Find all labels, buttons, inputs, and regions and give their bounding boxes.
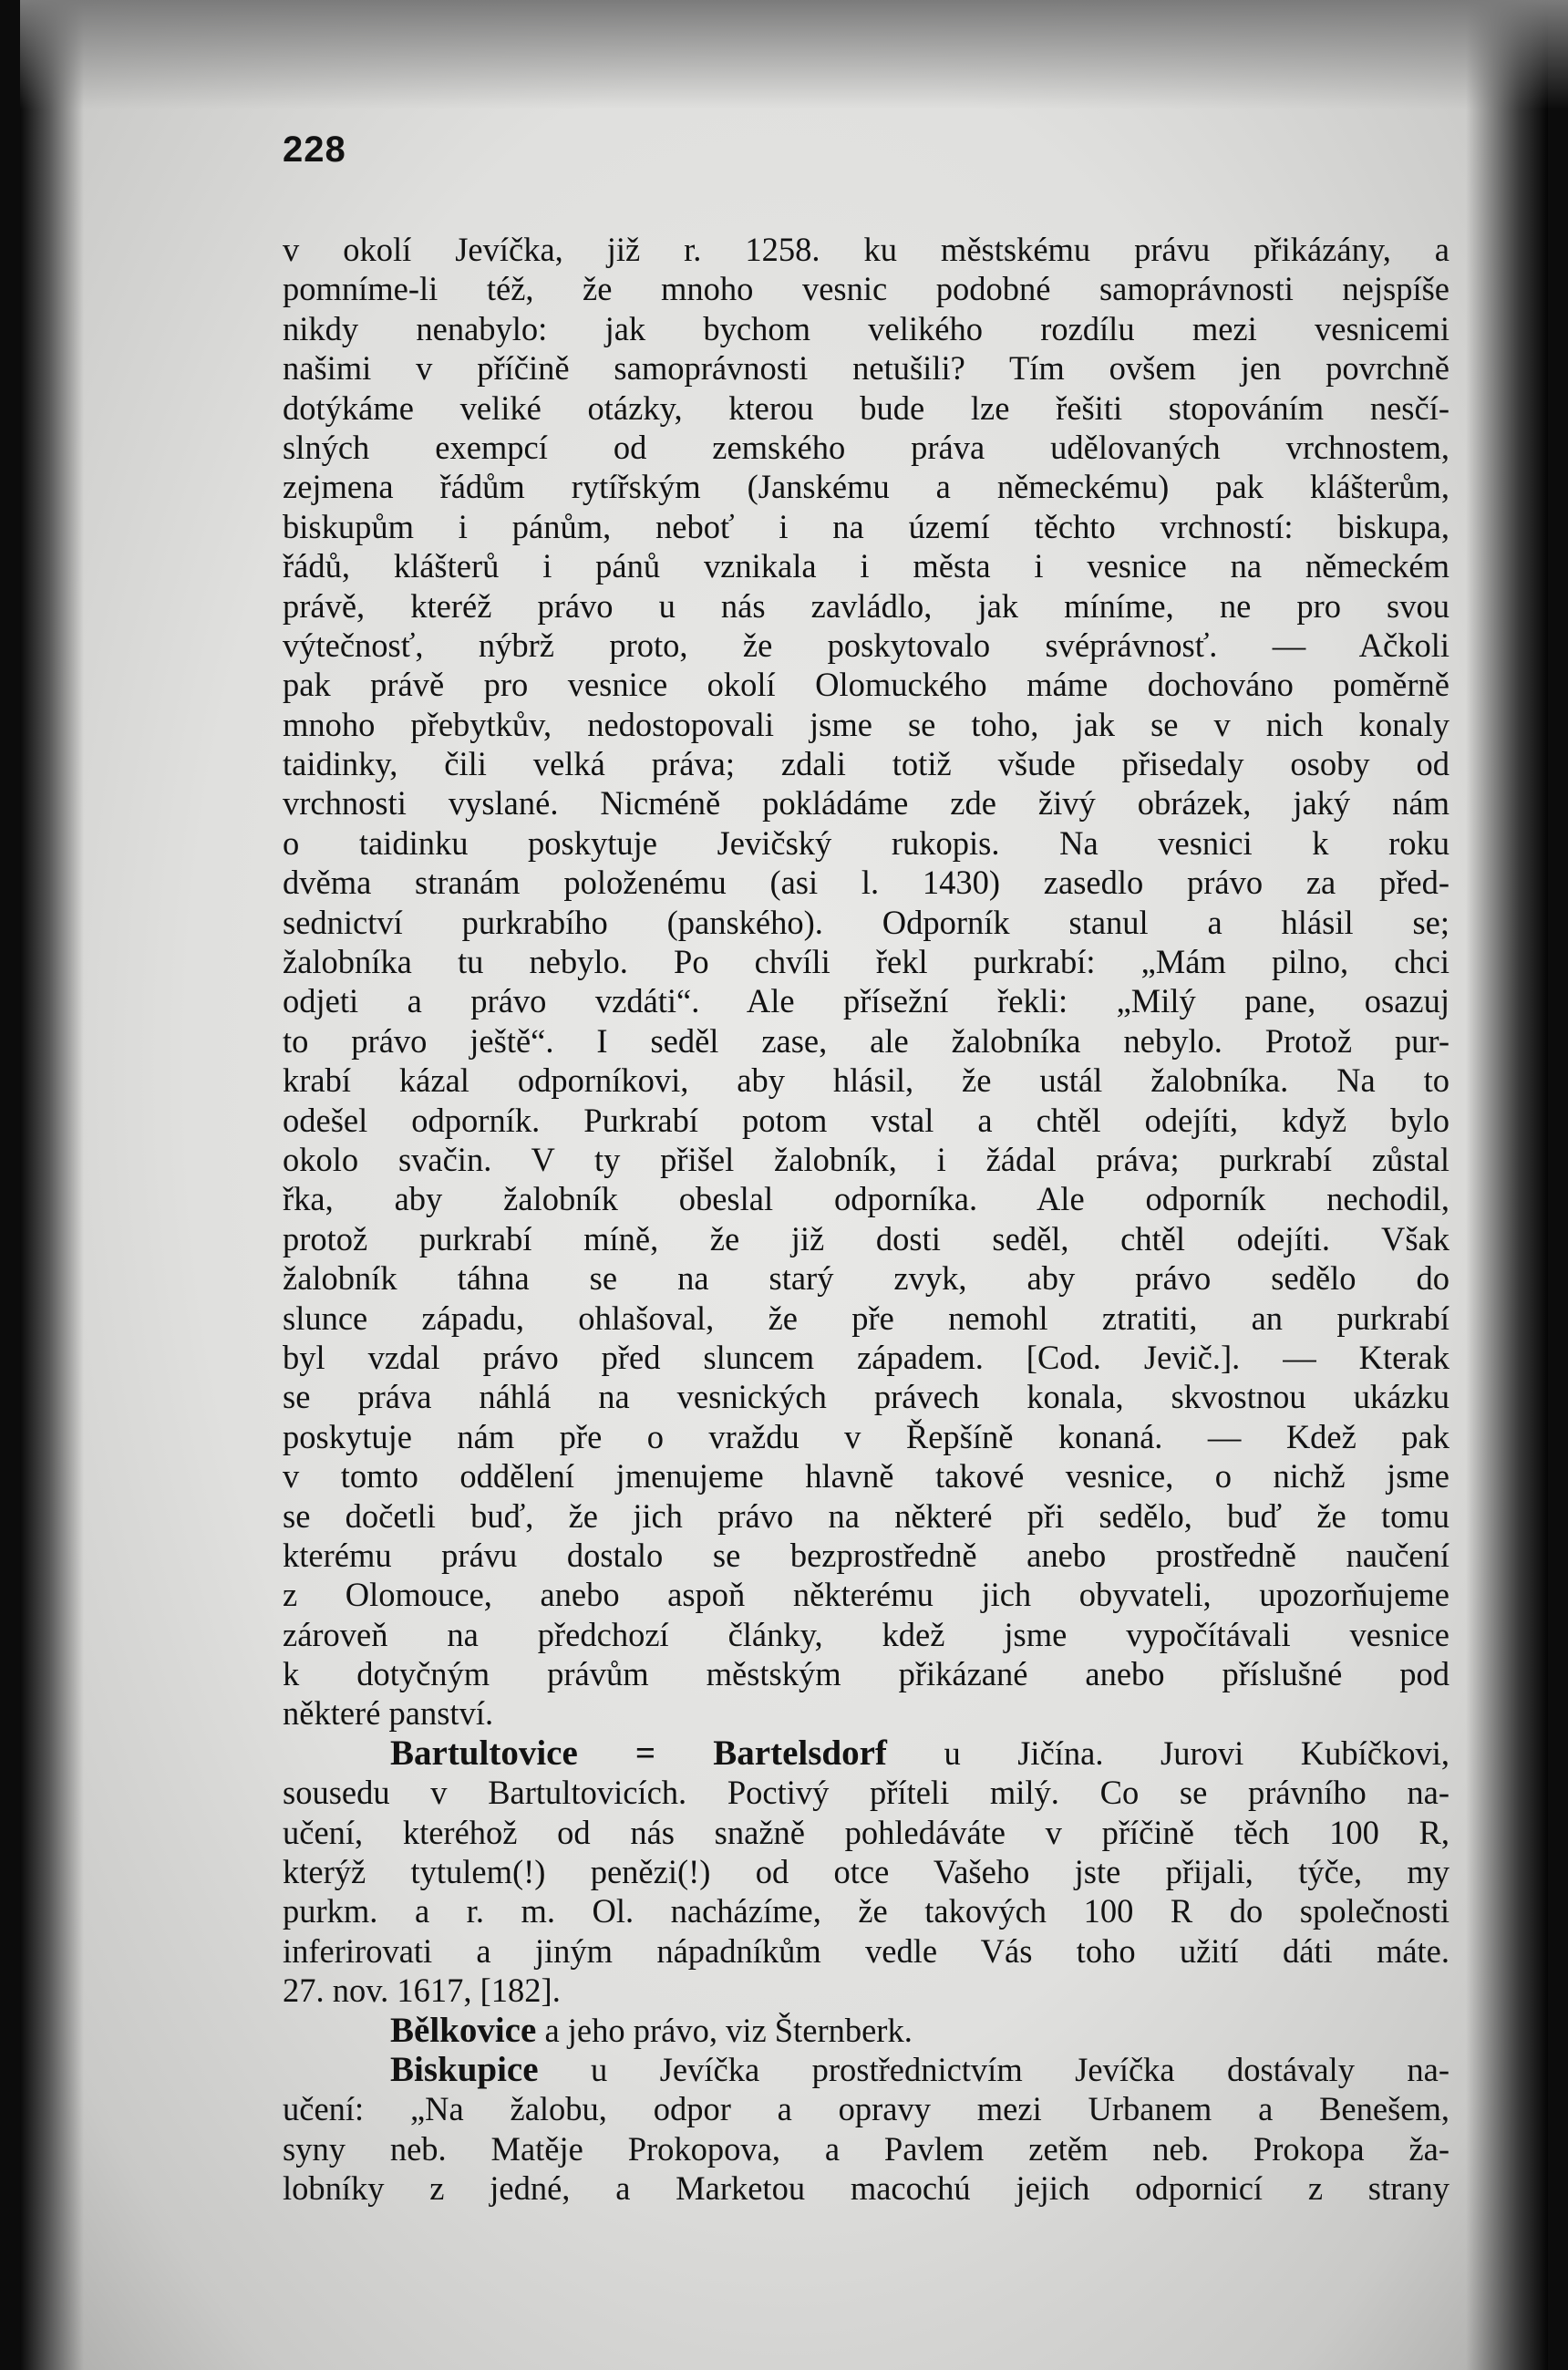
text-line: lobníky z jedné, a Marketou macochú jejich odpornicí z strany — [283, 2169, 1449, 2208]
text-line: zároveň na předchozí články, kdež jsme vypočítávali vesnice — [283, 1615, 1449, 1653]
text-line: žalobník táhna se na starý zvyk, aby právo sedělo do — [283, 1259, 1449, 1298]
text-line: to právo ještě“. I seděl zase, ale žalobníka nebylo. Protož pur- — [283, 1021, 1449, 1060]
text-line: poskytuje nám pře o vraždu v Řepšíně konaná. — Kdež pak — [283, 1417, 1449, 1455]
text-line: učení, kteréhož od nás snažně pohledáváte v příčině těch 100 R, — [283, 1813, 1449, 1851]
text-line: řka, aby žalobník obeslal odporníka. Ale odporník nechodil, — [283, 1180, 1449, 1218]
text-line: v okolí Jevíčka, již r. 1258. ku městskému právu přikázány, a — [283, 231, 1449, 268]
entry-text: u Jičína. Jurovi Kubíčkovi, — [886, 1734, 1449, 1772]
text-line: z Olomouce, anebo aspoň některému jich obyvateli, upozorňujeme — [283, 1576, 1449, 1614]
entry-first-line — [283, 2011, 1449, 2050]
text-line: okolo svačin. V ty přišel žalobník, i žádal práva; purkrabí zůstal — [283, 1140, 1449, 1178]
text-line: učení: „Na žalobu, odpor a opravy mezi Urbanem a Benešem, — [283, 2090, 1449, 2128]
text-line: krabí kázal odporníkovi, aby hlásil, že ustál žalobníka. Na to — [283, 1061, 1449, 1100]
entry-belkovice — [283, 2011, 1449, 2050]
text-line: našimi v příčině samoprávnosti netušili? Tím ovšem jen povrchně — [283, 349, 1449, 388]
text-line: pomníme-li též, že mnoho vesnic podobné samoprávnosti nejspíše — [283, 270, 1449, 308]
entry-heading: Biskupice — [390, 2049, 539, 2089]
binding-shadow — [20, 0, 84, 2370]
text-line: řádů, klášterů i pánů vznikala i města i vesnice na německém — [283, 547, 1449, 585]
entry-heading: Bělkovice — [390, 2010, 537, 2050]
page-content — [283, 128, 1449, 2209]
text-line: biskupům i pánům, neboť i na území těchto vrchností: biskupa, — [283, 507, 1449, 545]
text-line: taidinky, čili velká práva; zdali totiž všude přisedaly osoby od — [283, 745, 1449, 783]
text-line: inferirovati a jiným nápadníkům vedle Vás toho užití dáti máte. — [283, 1931, 1449, 1970]
text-line: sednictví purkrabího (panského). Odporník stanul a hlásil se; — [283, 903, 1449, 941]
text-line: 27. nov. 1617, [182]. — [283, 1972, 561, 2010]
text-line: se práva náhlá na vesnických právech konala, skvostnou ukázku — [283, 1378, 1449, 1416]
text-line: slných exempcí od zemského práva udělovaných vrchnostem, — [283, 428, 1449, 466]
text-line: žalobníka tu nebylo. Po chvíli řekl purkrabí: „Mám pilno, chci — [283, 943, 1449, 981]
text-line: protož purkrabí míně, že již dosti seděl, chtěl odejíti. Však — [283, 1219, 1449, 1257]
text-line: kterýž tytulem(!) penězi(!) od otce Vašeho jste přijali, týče, my — [283, 1853, 1449, 1891]
text-line: mnoho přebytkův, nedostopovali jsme se toho, jak se v nich konaly — [283, 705, 1449, 743]
text-line: odešel odporník. Purkrabí potom vstal a chtěl odejíti, když bylo — [283, 1101, 1449, 1139]
text-line: se dočetli buď, že jich právo na některé při sedělo, buď že tomu — [283, 1496, 1449, 1535]
text-line: kterému právu dostalo se bezprostředně anebo prostředně naučení — [283, 1536, 1449, 1574]
text-line: v tomto oddělení jmenujeme hlavně takové vesnice, o nichž jsme — [283, 1457, 1449, 1495]
text-line: purkm. a r. m. Ol. nacházíme, že takových 100 R do společnosti — [283, 1892, 1449, 1930]
entry-text: a jeho právo, viz Šternberk. — [536, 2011, 913, 2049]
text-line: zejmena řádům rytířským (Janskému a německému) pak klášterům, — [283, 468, 1449, 506]
text-line: některé panství. — [283, 1694, 494, 1733]
entry-biskupice — [283, 2050, 1449, 2209]
text-line: nikdy nenabylo: jak bychom velikého rozdílu mezi vesnicemi — [283, 309, 1449, 347]
text-line: byl vzdal právo před sluncem západem. [Cod. Jevič.]. — Kterak — [283, 1338, 1449, 1376]
entry-first-line — [283, 2050, 1449, 2089]
text-line: slunce západu, ohlašoval, že pře nemohl ztratiti, an purkrabí — [283, 1299, 1449, 1337]
page-edge-shadow — [1466, 0, 1548, 2370]
entry-bartultovice — [283, 1734, 1449, 2011]
text-line: vrchnosti vyslané. Nicméně pokládáme zde živý obrázek, jaký nám — [283, 784, 1449, 823]
text-line: pak právě pro vesnice okolí Olomuckého máme dochováno poměrně — [283, 666, 1449, 704]
text-line: o taidinku poskytuje Jevičský rukopis. Na vesnici k roku — [283, 823, 1449, 862]
body-text — [283, 230, 1449, 1734]
top-shadow — [20, 0, 1568, 109]
text-line: syny neb. Matěje Prokopova, a Pavlem zetěm neb. Prokopa ža- — [283, 2129, 1449, 2168]
text-line: právě, kteréž právo u nás zavládlo, jak míníme, ne pro svou — [283, 586, 1449, 625]
text-line: sousedu v Bartultovicích. Poctivý příteli milý. Co se právního na- — [283, 1774, 1449, 1812]
text-line: dvěma stranám položenému (asi l. 1430) zasedlo právo za před- — [283, 864, 1449, 902]
text-line: dotýkáme veliké otázky, kterou bude lze řešiti stopováním nesčí- — [283, 388, 1449, 427]
entry-heading: Bartultovice = Bartelsdorf — [390, 1733, 887, 1773]
page-number: 228 — [283, 129, 346, 170]
entry-text: u Jevíčka prostřednictvím Jevíčka dostávaly na- — [538, 2050, 1449, 2088]
text-line: odjeti a právo vzdáti“. Ale přísežní řekli: „Milý pane, osazuj — [283, 982, 1449, 1020]
text-line: výtečnosť, nýbrž proto, že poskytovalo svéprávnosť. — Ačkoli — [283, 626, 1449, 664]
entry-first-line — [283, 1734, 1449, 1773]
text-line: k dotyčným právům městským přikázané anebo příslušné pod — [283, 1655, 1449, 1693]
